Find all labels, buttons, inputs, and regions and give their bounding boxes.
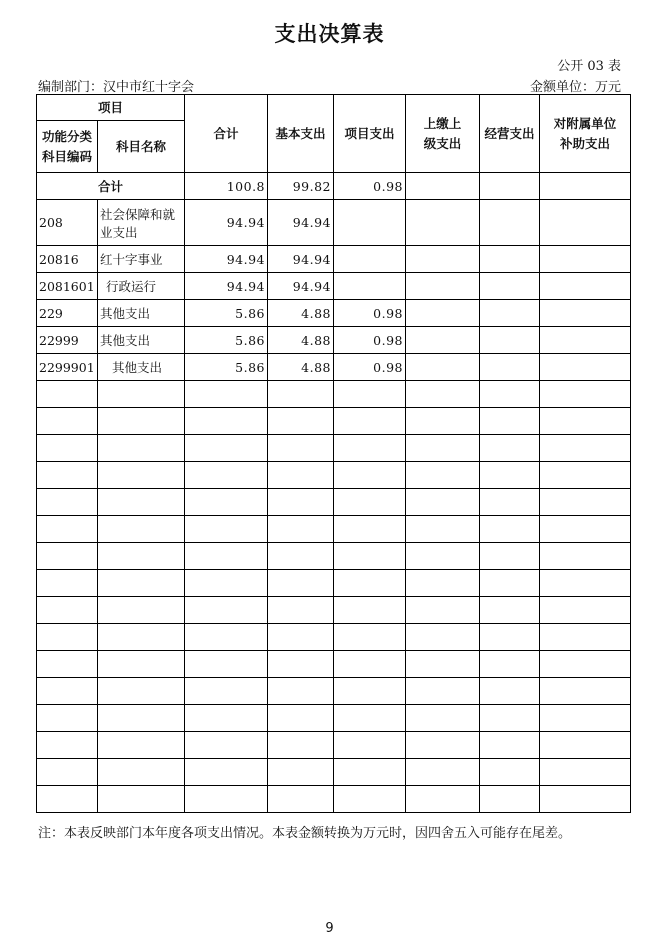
basic-cell: 4.88	[268, 354, 334, 381]
header-subject-name: 科目名称	[98, 121, 185, 173]
empty-cell	[480, 651, 540, 678]
header-basic-expenditure: 基本支出	[268, 95, 334, 173]
empty-cell	[185, 705, 268, 732]
empty-cell	[406, 651, 480, 678]
empty-row	[37, 678, 631, 705]
empty-cell	[268, 489, 334, 516]
basic-cell: 94.94	[268, 200, 334, 246]
empty-cell	[98, 732, 185, 759]
table-row	[37, 273, 631, 300]
page-title: 支出决算表	[274, 22, 385, 46]
total-cell: 5.86	[185, 300, 268, 327]
empty-cell	[185, 732, 268, 759]
total-cell: 94.94	[185, 273, 268, 300]
empty-cell	[540, 462, 631, 489]
basic-cell: 4.88	[268, 327, 334, 354]
empty-cell	[185, 759, 268, 786]
empty-cell	[334, 597, 406, 624]
table-row	[37, 246, 631, 273]
empty-cell	[185, 570, 268, 597]
project-cell	[334, 273, 406, 300]
empty-cell	[540, 516, 631, 543]
empty-cell	[406, 597, 480, 624]
empty-row	[37, 570, 631, 597]
basic-cell: 94.94	[268, 273, 334, 300]
empty-cell	[185, 489, 268, 516]
function-code-cell: 208	[37, 200, 98, 246]
empty-cell	[98, 651, 185, 678]
empty-cell	[268, 516, 334, 543]
empty-cell	[185, 597, 268, 624]
empty-row	[37, 624, 631, 651]
empty-cell	[480, 759, 540, 786]
empty-cell	[185, 678, 268, 705]
empty-row	[37, 462, 631, 489]
empty-cell	[268, 732, 334, 759]
empty-cell	[268, 408, 334, 435]
empty-cell	[98, 516, 185, 543]
empty-cell	[540, 570, 631, 597]
empty-cell	[334, 570, 406, 597]
function-code-cell: 2299901	[37, 354, 98, 381]
total-subsidy	[540, 173, 631, 200]
empty-cell	[185, 624, 268, 651]
empty-cell	[334, 516, 406, 543]
empty-cell	[268, 543, 334, 570]
empty-cell	[37, 759, 98, 786]
total-label: 合计	[37, 173, 185, 200]
header-upper-level-expenditure: 上缴上级支出	[406, 95, 480, 173]
empty-cell	[37, 705, 98, 732]
subject-name-cell: 行政运行	[98, 273, 185, 300]
empty-row	[37, 408, 631, 435]
empty-cell	[480, 489, 540, 516]
empty-cell	[37, 624, 98, 651]
empty-cell	[37, 732, 98, 759]
empty-cell	[540, 651, 631, 678]
empty-row	[37, 543, 631, 570]
header-total: 合计	[185, 95, 268, 173]
form-number: 公开 03 表	[557, 59, 621, 74]
subject-name-cell: 其他支出	[98, 354, 185, 381]
subject-name-cell: 其他支出	[98, 327, 185, 354]
empty-cell	[334, 381, 406, 408]
empty-cell	[98, 462, 185, 489]
empty-cell	[334, 786, 406, 813]
empty-cell	[268, 651, 334, 678]
empty-cell	[37, 597, 98, 624]
empty-row	[37, 759, 631, 786]
total-cell: 94.94	[185, 200, 268, 246]
basic-cell: 4.88	[268, 300, 334, 327]
empty-cell	[98, 597, 185, 624]
empty-cell	[540, 732, 631, 759]
empty-row	[37, 597, 631, 624]
business-cell	[480, 300, 540, 327]
empty-cell	[334, 462, 406, 489]
empty-cell	[37, 543, 98, 570]
empty-row	[37, 435, 631, 462]
empty-cell	[480, 516, 540, 543]
business-cell	[480, 327, 540, 354]
empty-cell	[268, 705, 334, 732]
empty-cell	[37, 516, 98, 543]
total-amount: 100.8	[185, 173, 268, 200]
empty-cell	[480, 408, 540, 435]
empty-cell	[268, 597, 334, 624]
empty-cell	[334, 435, 406, 462]
empty-cell	[406, 489, 480, 516]
empty-cell	[98, 759, 185, 786]
empty-cell	[37, 435, 98, 462]
compiling-department: 编制部门：汉中市红十字会	[38, 80, 195, 95]
upper-cell	[406, 327, 480, 354]
empty-cell	[268, 570, 334, 597]
empty-cell	[37, 678, 98, 705]
empty-cell	[334, 759, 406, 786]
empty-cell	[37, 408, 98, 435]
empty-cell	[540, 678, 631, 705]
empty-cell	[98, 435, 185, 462]
empty-cell	[406, 759, 480, 786]
subject-name-cell: 其他支出	[98, 300, 185, 327]
footnote: 注：本表反映部门本年度各项支出情况。本表金额转换为万元时，因四舍五入可能存在尾差。	[38, 826, 572, 841]
empty-row	[37, 786, 631, 813]
total-project: 0.98	[334, 173, 406, 200]
empty-cell	[268, 462, 334, 489]
empty-cell	[406, 462, 480, 489]
empty-cell	[406, 678, 480, 705]
project-cell	[334, 246, 406, 273]
empty-cell	[37, 489, 98, 516]
empty-cell	[406, 570, 480, 597]
empty-cell	[98, 705, 185, 732]
empty-cell	[480, 462, 540, 489]
total-cell: 5.86	[185, 354, 268, 381]
empty-cell	[98, 570, 185, 597]
empty-cell	[480, 732, 540, 759]
basic-cell: 94.94	[268, 246, 334, 273]
empty-cell	[406, 786, 480, 813]
table-row	[37, 200, 631, 246]
header-project-expenditure: 项目支出	[334, 95, 406, 173]
subsidy-cell	[540, 354, 631, 381]
page-number: 9	[325, 921, 334, 936]
empty-cell	[334, 651, 406, 678]
empty-row	[37, 651, 631, 678]
empty-cell	[185, 435, 268, 462]
project-cell: 0.98	[334, 354, 406, 381]
amount-unit: 金额单位：万元	[529, 80, 621, 95]
empty-cell	[406, 435, 480, 462]
empty-cell	[480, 543, 540, 570]
business-cell	[480, 273, 540, 300]
empty-cell	[480, 786, 540, 813]
empty-cell	[406, 543, 480, 570]
total-cell: 94.94	[185, 246, 268, 273]
empty-cell	[540, 381, 631, 408]
upper-cell	[406, 300, 480, 327]
upper-cell	[406, 246, 480, 273]
header-item: 项目	[37, 95, 185, 121]
empty-cell	[540, 597, 631, 624]
empty-cell	[98, 786, 185, 813]
subject-name-cell: 红十字事业	[98, 246, 185, 273]
subsidy-cell	[540, 327, 631, 354]
empty-cell	[98, 381, 185, 408]
empty-cell	[480, 435, 540, 462]
upper-cell	[406, 354, 480, 381]
header-subsidiary-subsidy: 对附属单位补助支出	[540, 95, 631, 173]
empty-cell	[480, 597, 540, 624]
empty-cell	[540, 759, 631, 786]
empty-cell	[540, 543, 631, 570]
empty-cell	[334, 678, 406, 705]
expenditure-table	[36, 94, 631, 813]
business-cell	[480, 200, 540, 246]
empty-row	[37, 381, 631, 408]
empty-cell	[480, 381, 540, 408]
empty-cell	[268, 381, 334, 408]
empty-row	[37, 705, 631, 732]
empty-cell	[268, 678, 334, 705]
total-cell: 5.86	[185, 327, 268, 354]
empty-row	[37, 732, 631, 759]
empty-cell	[334, 408, 406, 435]
empty-cell	[540, 624, 631, 651]
total-upper	[406, 173, 480, 200]
table-row	[37, 354, 631, 381]
empty-cell	[37, 462, 98, 489]
empty-cell	[37, 570, 98, 597]
project-cell: 0.98	[334, 300, 406, 327]
empty-cell	[185, 543, 268, 570]
empty-cell	[98, 624, 185, 651]
empty-cell	[540, 435, 631, 462]
upper-cell	[406, 200, 480, 246]
empty-cell	[406, 705, 480, 732]
empty-cell	[268, 786, 334, 813]
empty-cell	[334, 732, 406, 759]
empty-cell	[185, 651, 268, 678]
project-cell: 0.98	[334, 327, 406, 354]
empty-cell	[540, 408, 631, 435]
business-cell	[480, 246, 540, 273]
total-business	[480, 173, 540, 200]
empty-cell	[334, 624, 406, 651]
empty-cell	[185, 516, 268, 543]
empty-cell	[98, 489, 185, 516]
subsidy-cell	[540, 246, 631, 273]
function-code-cell: 20816	[37, 246, 98, 273]
empty-cell	[37, 381, 98, 408]
empty-cell	[540, 786, 631, 813]
upper-cell	[406, 273, 480, 300]
empty-cell	[37, 786, 98, 813]
empty-cell	[334, 705, 406, 732]
empty-cell	[185, 462, 268, 489]
header-business-expenditure: 经营支出	[480, 95, 540, 173]
project-cell	[334, 200, 406, 246]
empty-cell	[185, 381, 268, 408]
empty-row	[37, 516, 631, 543]
function-code-cell: 22999	[37, 327, 98, 354]
table-row	[37, 327, 631, 354]
empty-cell	[268, 759, 334, 786]
function-code-cell: 2081601	[37, 273, 98, 300]
empty-cell	[540, 489, 631, 516]
empty-cell	[185, 786, 268, 813]
empty-cell	[268, 624, 334, 651]
empty-cell	[98, 678, 185, 705]
empty-cell	[480, 624, 540, 651]
empty-cell	[406, 516, 480, 543]
empty-cell	[268, 435, 334, 462]
empty-cell	[406, 381, 480, 408]
business-cell	[480, 354, 540, 381]
table-row	[37, 300, 631, 327]
empty-cell	[480, 705, 540, 732]
subject-name-cell: 社会保障和就业支出	[98, 200, 185, 246]
empty-cell	[406, 624, 480, 651]
empty-cell	[334, 489, 406, 516]
total-row	[37, 173, 631, 200]
empty-cell	[406, 732, 480, 759]
empty-cell	[37, 651, 98, 678]
empty-cell	[540, 705, 631, 732]
empty-cell	[185, 408, 268, 435]
empty-cell	[406, 408, 480, 435]
empty-cell	[98, 408, 185, 435]
subsidy-cell	[540, 273, 631, 300]
empty-cell	[98, 543, 185, 570]
function-code-cell: 229	[37, 300, 98, 327]
empty-cell	[480, 570, 540, 597]
empty-cell	[334, 543, 406, 570]
empty-cell	[480, 678, 540, 705]
empty-row	[37, 489, 631, 516]
subsidy-cell	[540, 200, 631, 246]
subsidy-cell	[540, 300, 631, 327]
total-basic: 99.82	[268, 173, 334, 200]
header-function-code: 功能分类科目编码	[37, 121, 98, 173]
